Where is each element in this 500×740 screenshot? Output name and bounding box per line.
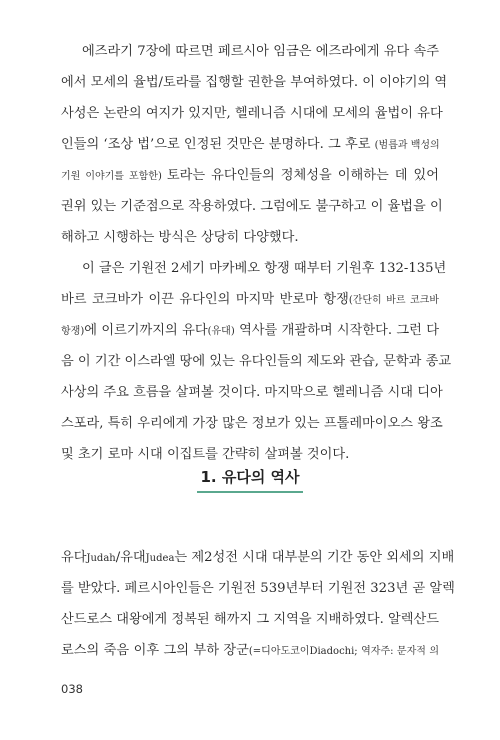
text-run: 바르 코크바가 이끈 유다인의 마지막 반로마 항쟁: [61, 292, 349, 307]
note-run: 기원 이야기를 포함한): [61, 171, 167, 182]
body-text-line: [61, 290, 439, 311]
body-text-line: [61, 135, 439, 156]
note-run: (=디아도코이Diadochi; 역자주: 문자적 의: [248, 646, 439, 657]
text-run: 역사를 개괄하며 시작한다. 그런 다: [234, 323, 439, 338]
section-heading-text: 1. 유다의 역사: [197, 466, 302, 493]
body-text-line: 사상의 주요 흐름을 살펴볼 것이다. 마지막으로 헬레니즘 시대 디아: [61, 385, 443, 400]
text-run: 유다: [61, 550, 87, 565]
body-text-line: 및 초기 로마 시대 이집트를 간략히 살펴볼 것이다.: [61, 447, 350, 462]
body-text-line: 산드로스 대왕에게 정복된 해까지 그 지역을 지배하였다. 알렉산드: [61, 612, 439, 627]
note-run: 항쟁): [61, 326, 85, 337]
text-run: 토라는 유다인들의 정체성을 이해하는 데 있어: [166, 168, 439, 183]
body-text-line: [61, 321, 439, 342]
text-run: 에 이르기까지의 유다: [84, 323, 208, 338]
page-number: 038: [61, 682, 83, 696]
body-text-line: [61, 641, 439, 662]
body-text-line: 에서 모세의 율법/토라를 집행할 권한을 부여하였다. 이 이야기의 역: [61, 75, 448, 90]
body-text-line: [61, 548, 455, 569]
body-text-line: 스포라, 특히 우리에게 가장 많은 정보가 있는 프톨레마이오스 왕조: [61, 416, 443, 431]
body-text-line: 해하고 시행하는 방식은 상당히 다양했다.: [61, 230, 299, 245]
text-run: 인들의 ‘조상 법’으로 인정된 것만은 분명하다. 그 후로: [61, 137, 375, 152]
text-run: /유대: [115, 550, 146, 565]
body-text-line: 사성은 논란의 여지가 있지만, 헬레니즘 시대에 모세의 율법이 유다: [61, 106, 443, 121]
body-text-line: 권위 있는 기준점으로 작용하였다. 그럼에도 불구하고 이 율법을 이: [61, 199, 443, 214]
text-run: 는 제2성전 시대 대부분의 기간 동안 외세의 지배: [174, 550, 455, 565]
body-text-line: 에즈라기 7장에 따르면 페르시아 임금은 에즈라에게 유다 속주: [82, 44, 439, 59]
note-run: Judah: [86, 553, 116, 564]
body-text-line: 음 이 기간 이스라엘 땅에 있는 유다인들의 제도와 관습, 문학과 종교: [61, 354, 452, 369]
body-text-line: [61, 166, 439, 187]
body-text-line: 를 받았다. 페르시아인들은 기원전 539년부터 기원전 323년 곧 알렉: [61, 581, 455, 596]
note-run: (유대): [207, 326, 235, 337]
note-run: (간단히 바르 코크바: [348, 295, 439, 306]
text-run: 로스의 죽음 이후 그의 부하 장군: [61, 643, 249, 658]
body-text-line: 이 글은 기원전 2세기 마카베오 항쟁 때부터 기원후 132-135년: [82, 261, 447, 276]
section-heading: [0, 466, 500, 493]
note-run: (범릅과 백성의: [374, 140, 440, 151]
note-run: Judea: [145, 553, 175, 564]
